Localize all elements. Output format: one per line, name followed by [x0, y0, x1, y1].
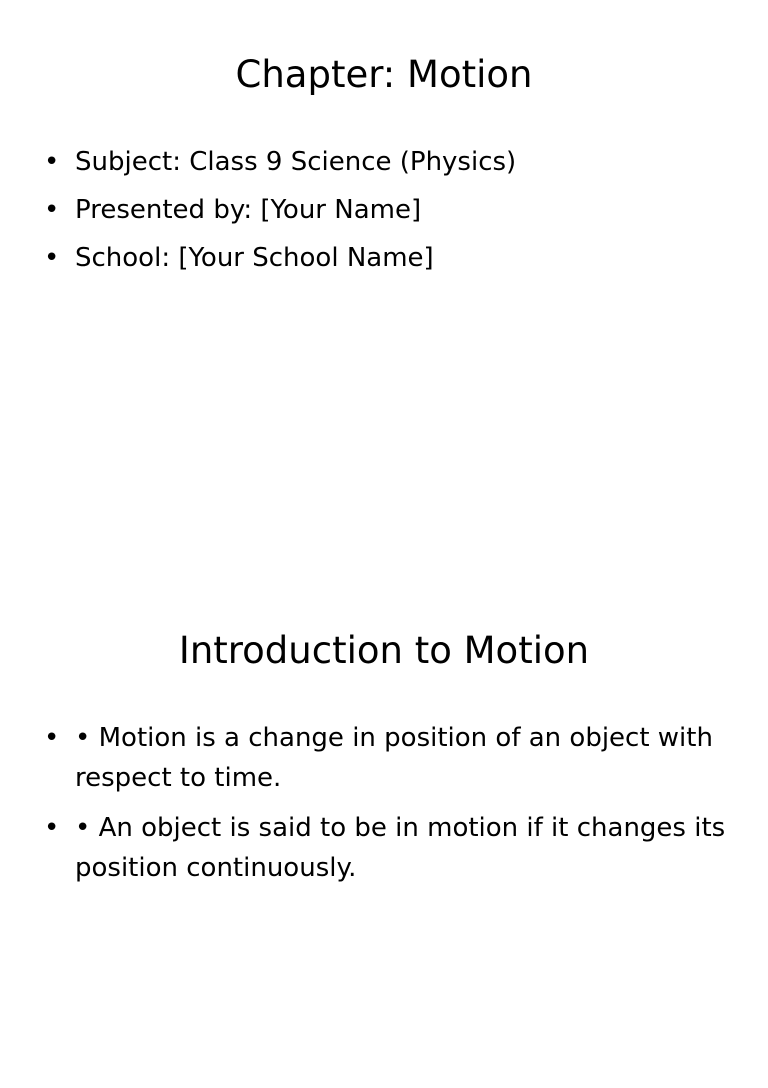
slide-chapter-motion [0, 0, 768, 512]
bullet-list [44, 142, 734, 286]
slide-introduction-to-motion [0, 576, 768, 1088]
list-item [44, 142, 734, 182]
list-item [44, 808, 734, 888]
bullet-dot-icon: • [44, 813, 60, 843]
bullet-dot-icon: • [44, 147, 60, 177]
bullet-text: • An object is said to be in motion if it changes its position continuously. [75, 813, 726, 883]
slide-title: Chapter: Motion [235, 53, 533, 96]
bullet-text: School: [Your School Name] [75, 243, 434, 273]
bullet-dot-icon: • [44, 723, 60, 753]
bullet-dot-icon: • [44, 195, 60, 225]
bullet-dot-icon: • [44, 243, 60, 273]
bullet-list [44, 718, 734, 898]
slide-title: Introduction to Motion [178, 629, 590, 672]
bullet-text: Presented by: [Your Name] [75, 195, 422, 225]
bullet-text: Subject: Class 9 Science (Physics) [75, 147, 517, 177]
bullet-text: • Motion is a change in position of an object with respect to time. [75, 723, 713, 793]
list-item [44, 718, 734, 798]
list-item [44, 238, 734, 278]
list-item [44, 190, 734, 230]
